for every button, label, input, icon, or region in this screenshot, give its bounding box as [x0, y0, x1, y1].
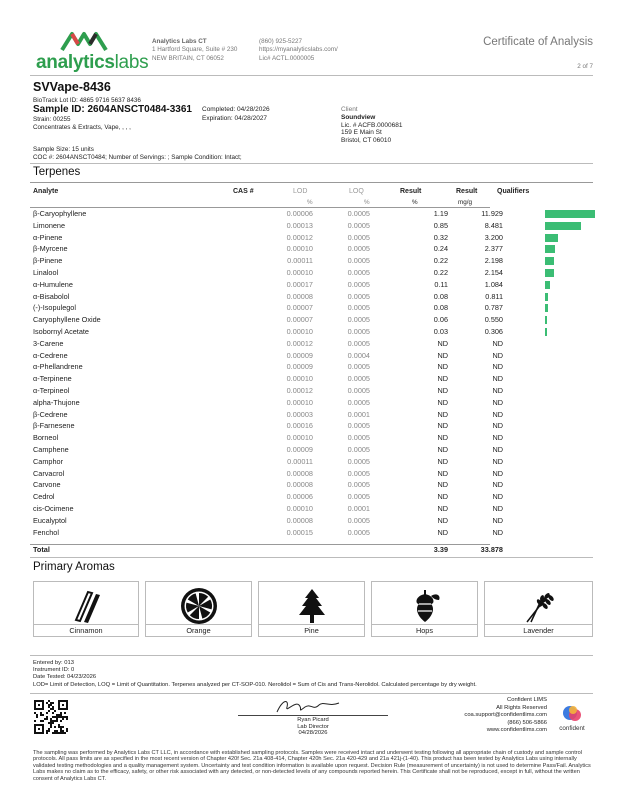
analyte-name: alpha-Thujone — [33, 397, 80, 407]
lod-value: 0.00015 — [286, 527, 313, 537]
result-pct: 0.24 — [433, 244, 448, 254]
analyte-name: Cedrol — [33, 492, 55, 502]
lod-note: LOD= Limit of Detection, LOQ = Limit of Quantitation. Terpenes analyzed per CT-SOP-010. Nerolidol = Sum of Cis and Trans-Nerolidol. Calculated percentage by dry weight. — [33, 681, 477, 688]
entered-by: Entered by: 013 — [33, 660, 74, 666]
result-mg: ND — [492, 480, 503, 490]
analyte-name: α-Cedrene — [33, 350, 68, 360]
result-mg: ND — [492, 468, 503, 478]
confident-phone: (866) 506-5866 — [507, 719, 547, 726]
table-row — [33, 421, 593, 433]
analyte-name: Camphor — [33, 456, 64, 466]
total-pct: 3.39 — [433, 545, 448, 554]
loq-value: 0.0005 — [347, 480, 370, 490]
analyte-name: Caryophyllene Oxide — [33, 315, 101, 325]
loq-value: 0.0005 — [347, 515, 370, 525]
header-divider — [30, 75, 593, 76]
lod-value: 0.00010 — [286, 397, 313, 407]
table-row — [33, 398, 593, 410]
col-header-loq: LOQ — [349, 188, 364, 195]
logo-text-bold: analytics — [36, 52, 115, 73]
result-mg: 3.200 — [484, 232, 503, 242]
result-pct: 0.32 — [433, 232, 448, 242]
client-name: Soundview — [341, 113, 376, 121]
table-row — [33, 315, 593, 327]
lod-value: 0.00010 — [286, 327, 313, 336]
instrument-id: Instrument ID: 0 — [33, 667, 75, 674]
analyte-name: α-Humulene — [33, 279, 73, 289]
loq-value: 0.0005 — [347, 456, 370, 466]
aroma-label-hops: Hops — [372, 624, 477, 635]
result-mg: ND — [492, 386, 503, 395]
result-mg: 0.550 — [484, 315, 503, 325]
signature-line — [238, 715, 388, 716]
col-header-result-mg: Result — [456, 188, 478, 195]
loq-value: 0.0005 — [347, 362, 370, 372]
lod-value: 0.00007 — [286, 315, 313, 325]
result-pct: ND — [437, 504, 448, 513]
total-label: Total — [33, 545, 50, 554]
expiration-date: Expiration: 04/28/2027 — [202, 114, 268, 122]
result-mg: 2.377 — [484, 244, 503, 254]
analyte-name: Isobornyl Acetate — [33, 327, 89, 336]
analyte-name: α-Terpinene — [33, 374, 72, 384]
table-row — [33, 480, 593, 492]
aroma-label-orange: Orange — [146, 624, 251, 635]
result-mg: 1.084 — [484, 279, 503, 289]
table-row — [33, 303, 593, 315]
table-row — [33, 339, 593, 351]
lod-value: 0.00010 — [286, 244, 313, 254]
loq-value: 0.0005 — [347, 220, 370, 230]
result-mg: 8.481 — [484, 220, 503, 230]
aroma-cinnamon — [33, 581, 139, 637]
result-pct: ND — [437, 338, 448, 348]
col-header-analyte: Analyte — [33, 188, 59, 195]
analyte-name: α-Phellandrene — [33, 362, 83, 372]
col-header-result-pct: Result — [400, 188, 422, 195]
meta-divider — [30, 693, 593, 694]
lod-value: 0.00003 — [286, 409, 313, 419]
result-mg: ND — [492, 433, 503, 443]
lab-name: Analytics Labs CT — [152, 38, 207, 45]
result-mg: 2.198 — [484, 256, 503, 266]
table-row — [33, 516, 593, 528]
loq-value: 0.0005 — [347, 421, 370, 431]
analyte-name: Borneol — [33, 433, 59, 443]
loq-value: 0.0001 — [347, 409, 370, 419]
lod-value: 0.00008 — [286, 515, 313, 525]
signer-title: Lab Director — [297, 723, 329, 730]
result-pct: 0.11 — [434, 279, 448, 289]
analyte-name: Eucalyptol — [33, 515, 67, 525]
qualifier-bar — [545, 234, 558, 242]
result-mg: 0.811 — [485, 291, 503, 301]
lod-value: 0.00012 — [286, 232, 313, 242]
lod-value: 0.00016 — [286, 421, 313, 431]
analyte-name: α-Bisabolol — [33, 291, 70, 301]
terpenes-end-divider — [30, 557, 593, 558]
lod-value: 0.00011 — [287, 456, 313, 466]
date-tested: Date Tested: 04/23/2026 — [33, 674, 97, 681]
result-pct: ND — [437, 421, 448, 431]
aroma-label-pine: Pine — [259, 624, 364, 635]
lod-value: 0.00010 — [286, 504, 313, 513]
sample-divider — [30, 163, 593, 164]
table-row — [33, 244, 593, 256]
client-license: Lic. # ACFB.0000681 — [341, 121, 403, 129]
lod-value: 0.00012 — [286, 338, 313, 348]
confident-line2: All Rights Reserved — [496, 704, 547, 711]
qr-code[interactable] — [34, 700, 68, 734]
result-mg: 0.306 — [484, 327, 503, 336]
aroma-label-lavender: Lavender — [485, 624, 592, 635]
result-pct: 0.06 — [433, 315, 448, 325]
analyte-name: β-Myrcene — [33, 244, 68, 254]
loq-value: 0.0005 — [347, 386, 370, 395]
unit-result-mg: mg/g — [458, 199, 472, 206]
result-pct: ND — [437, 515, 448, 525]
lod-value: 0.00010 — [286, 268, 313, 277]
lod-value: 0.00008 — [286, 291, 313, 301]
analyte-name: Carvone — [33, 480, 61, 490]
result-mg: ND — [492, 362, 503, 372]
lab-website[interactable]: https://myanalyticslabs.com/ — [259, 46, 338, 54]
result-mg: ND — [492, 445, 503, 454]
analyte-name: Camphene — [33, 445, 69, 454]
result-pct: 0.85 — [433, 220, 448, 230]
result-pct: ND — [437, 397, 448, 407]
result-pct: 0.03 — [433, 327, 448, 336]
aroma-pine — [258, 581, 365, 637]
lod-value: 0.00017 — [286, 279, 313, 289]
loq-value: 0.0005 — [347, 315, 370, 325]
client-address1: 159 E Main St — [341, 129, 382, 137]
confident-website[interactable]: www.confidentlims.com — [486, 727, 547, 734]
analyte-name: α-Terpineol — [33, 386, 70, 395]
table-row — [33, 256, 593, 268]
result-pct: ND — [437, 409, 448, 419]
loq-value: 0.0005 — [347, 338, 370, 348]
page-number: 2 of 7 — [577, 63, 593, 70]
table-row — [33, 410, 593, 422]
pine-icon — [292, 586, 332, 626]
qualifier-bar — [545, 316, 547, 324]
loq-value: 0.0005 — [347, 244, 370, 254]
total-row — [33, 545, 593, 557]
result-mg: ND — [492, 504, 503, 513]
lab-address-line1: 1 Hartford Square, Suite # 230 — [152, 46, 238, 54]
signature-icon — [273, 697, 343, 717]
result-pct: ND — [437, 492, 448, 502]
signature-date: 04/28/2026 — [298, 730, 328, 737]
lod-value: 0.00008 — [286, 468, 313, 478]
confident-email[interactable]: coa.support@confidentlims.com — [464, 712, 547, 719]
table-row — [33, 280, 593, 292]
result-pct: 0.08 — [433, 303, 448, 313]
result-mg: ND — [492, 527, 503, 537]
loq-value: 0.0005 — [347, 492, 370, 502]
terpenes-title-divider — [30, 182, 593, 183]
table-row — [33, 209, 593, 221]
table-row — [33, 492, 593, 504]
lod-value: 0.00009 — [286, 445, 313, 454]
client-address2: Bristol, CT 06010 — [341, 137, 392, 145]
lod-value: 0.00009 — [286, 350, 313, 360]
table-row — [33, 445, 593, 457]
result-pct: ND — [437, 362, 448, 372]
qualifier-bar — [545, 293, 548, 301]
company-logo — [36, 30, 149, 73]
loq-value: 0.0005 — [347, 279, 370, 289]
analyte-name: 3-Carene — [33, 338, 64, 348]
result-pct: 0.22 — [433, 268, 448, 277]
table-row — [33, 362, 593, 374]
table-row — [33, 528, 593, 540]
table-row — [33, 327, 593, 339]
loq-value: 0.0005 — [347, 397, 370, 407]
table-row — [33, 233, 593, 245]
col-header-cas: CAS # — [233, 188, 254, 195]
confident-brand: confident — [559, 725, 585, 732]
footer-disclaimer: The sampling was performed by Analytics Labs CT LLC, in accordance with established sampling protocols. Samples were received intact and underwent testing following all appropriate chain of custody and sample control protocols. All pass limits are as specified in the most recent version of Chapter 420f Sec. 21a 408-414, Chapter 420h Sec. 21a 420-429 and 21a 421j-(1-40). This product has been tested by Analytics Labs using internally validated testing methodologies and a quality management system. Uncertainty and test condition information is available upon request. Decision Rule (measurement of uncertainty) is not used to determine Pass/Fail. Analytics Labs makes no claim as to the efficacy, safety, or other risk associated with any detected, or non-detected levels of any compounds reported herein. This Certificate shall not be reproduced, except in full, without the written consent of Analytics Labs CT. — [33, 750, 591, 782]
qualifier-bar — [545, 269, 554, 277]
col-header-lod: LOD — [293, 188, 308, 195]
lod-value: 0.00007 — [286, 303, 313, 313]
table-row — [33, 386, 593, 398]
table-row — [33, 504, 593, 516]
result-pct: ND — [437, 456, 448, 466]
unit-lod: % — [307, 199, 313, 206]
lod-value: 0.00010 — [286, 433, 313, 443]
analyte-name: (-)-Isopulegol — [33, 303, 76, 313]
lod-value: 0.00010 — [286, 374, 313, 384]
qr-code-icon — [34, 700, 68, 734]
cinnamon-icon — [66, 586, 106, 626]
analyte-name: β-Farnesene — [33, 421, 75, 431]
result-pct: ND — [437, 350, 448, 360]
aroma-lavender — [484, 581, 593, 637]
result-mg: ND — [492, 350, 503, 360]
result-mg: ND — [492, 397, 503, 407]
result-mg: ND — [492, 409, 503, 419]
qualifier-bar — [545, 328, 547, 336]
aroma-hops — [371, 581, 478, 637]
table-row — [33, 351, 593, 363]
result-pct: ND — [437, 468, 448, 478]
loq-value: 0.0005 — [347, 256, 370, 266]
completed-date: Completed: 04/28/2026 — [202, 106, 270, 113]
analyte-name: cis-Ocimene — [33, 504, 74, 513]
result-mg: ND — [492, 421, 503, 431]
result-pct: ND — [437, 374, 448, 384]
result-pct: 1.19 — [433, 209, 448, 218]
lod-value: 0.00006 — [286, 209, 313, 218]
analyte-name: Carvacrol — [33, 468, 65, 478]
table-row — [33, 374, 593, 386]
loq-value: 0.0005 — [347, 303, 370, 313]
loq-value: 0.0005 — [347, 291, 370, 301]
aromas-end-divider — [30, 655, 593, 656]
terpenes-section-title: Terpenes — [33, 166, 81, 178]
lod-value: 0.00006 — [286, 492, 313, 502]
loq-value: 0.0005 — [347, 232, 370, 242]
sample-id: Sample ID: 2604ANSCT0484-3361 — [33, 104, 192, 115]
result-mg: ND — [492, 374, 503, 384]
aroma-label-cinnamon: Cinnamon — [34, 624, 138, 635]
unit-result-pct: % — [412, 199, 418, 206]
result-pct: ND — [437, 386, 448, 395]
lab-license: Lic# ACTL.0000005 — [259, 54, 315, 62]
aroma-orange — [145, 581, 252, 637]
result-mg: ND — [492, 492, 503, 502]
sample-size: Sample Size: 15 units — [33, 146, 94, 153]
loq-value: 0.0001 — [347, 504, 370, 513]
coc-info: COC #: 2604ANSCT0484; Number of Servings: ; Sample Condition: Intact; — [33, 153, 242, 161]
lab-address-line2: NEW BRITAIN, CT 06052 — [152, 54, 224, 62]
loq-value: 0.0005 — [347, 374, 370, 384]
result-mg: 0.787 — [484, 303, 503, 313]
lod-value: 0.00008 — [286, 480, 313, 490]
analyte-name: β-Caryophyllene — [33, 209, 87, 218]
result-mg: ND — [492, 456, 503, 466]
logo-mountains-icon — [60, 30, 108, 52]
unit-loq: % — [364, 199, 370, 206]
strain: Strain: 00255 — [33, 116, 71, 123]
confident-logo — [552, 704, 592, 734]
qualifier-bar — [545, 245, 555, 253]
qualifier-bar — [545, 222, 581, 230]
lod-value: 0.00012 — [286, 386, 313, 395]
result-mg: 2.154 — [484, 268, 503, 277]
loq-value: 0.0005 — [347, 327, 370, 336]
result-mg: ND — [492, 515, 503, 525]
analyte-name: β-Pinene — [33, 256, 63, 266]
table-row — [33, 221, 593, 233]
result-pct: ND — [437, 445, 448, 454]
analyte-name: α-Pinene — [33, 232, 63, 242]
lod-value: 0.00011 — [287, 256, 313, 266]
table-row — [33, 457, 593, 469]
qualifier-bar — [545, 304, 548, 312]
logo-text-light: labs — [114, 52, 149, 73]
result-mg: 11.929 — [481, 209, 503, 218]
matrix: Concentrates & Extracts, Vape, , , , — [33, 124, 131, 131]
qualifier-bar — [545, 257, 554, 265]
loq-value: 0.0005 — [347, 445, 370, 454]
lod-value: 0.00013 — [286, 220, 313, 230]
loq-value: 0.0005 — [347, 268, 370, 277]
confident-logo-icon — [562, 704, 582, 724]
lod-value: 0.00009 — [286, 362, 313, 372]
loq-value: 0.0004 — [347, 350, 370, 360]
analyte-name: Linalool — [33, 268, 59, 277]
col-header-qualifiers: Qualifiers — [497, 188, 530, 195]
table-row — [33, 268, 593, 280]
lavender-icon — [519, 586, 559, 626]
loq-value: 0.0005 — [347, 468, 370, 478]
analyte-name: Limonene — [33, 220, 66, 230]
result-mg: ND — [492, 338, 503, 348]
analyte-name: β-Cedrene — [33, 409, 68, 419]
result-pct: ND — [437, 527, 448, 537]
loq-value: 0.0005 — [347, 209, 370, 218]
lab-phone: (860) 925-5227 — [259, 38, 303, 45]
table-row — [33, 292, 593, 304]
result-pct: ND — [437, 433, 448, 443]
result-pct: 0.22 — [433, 256, 448, 266]
signer-name: Ryan Picard — [297, 717, 329, 723]
orange-icon — [179, 586, 219, 626]
aromas-section-title: Primary Aromas — [33, 561, 115, 573]
analyte-name: Fenchol — [33, 527, 59, 537]
loq-value: 0.0005 — [347, 433, 370, 443]
result-pct: ND — [437, 480, 448, 490]
loq-value: 0.0005 — [347, 527, 370, 537]
table-row — [33, 469, 593, 481]
qualifier-bar — [545, 281, 550, 289]
total-mg: 33.878 — [480, 545, 503, 554]
document-title: Certificate of Analysis — [483, 36, 593, 48]
biotrack-lot-id: BioTrack Lot ID: 4865 9716 5637 8436 — [33, 97, 141, 104]
table-row — [33, 433, 593, 445]
hops-icon — [405, 586, 445, 626]
client-label: Client — [341, 106, 358, 113]
qualifier-bar — [545, 210, 595, 218]
table-header-divider — [30, 207, 490, 208]
product-name: SVVape-8436 — [33, 80, 111, 94]
result-pct: 0.08 — [433, 291, 448, 301]
confident-line1: Confident LIMS — [507, 697, 547, 703]
